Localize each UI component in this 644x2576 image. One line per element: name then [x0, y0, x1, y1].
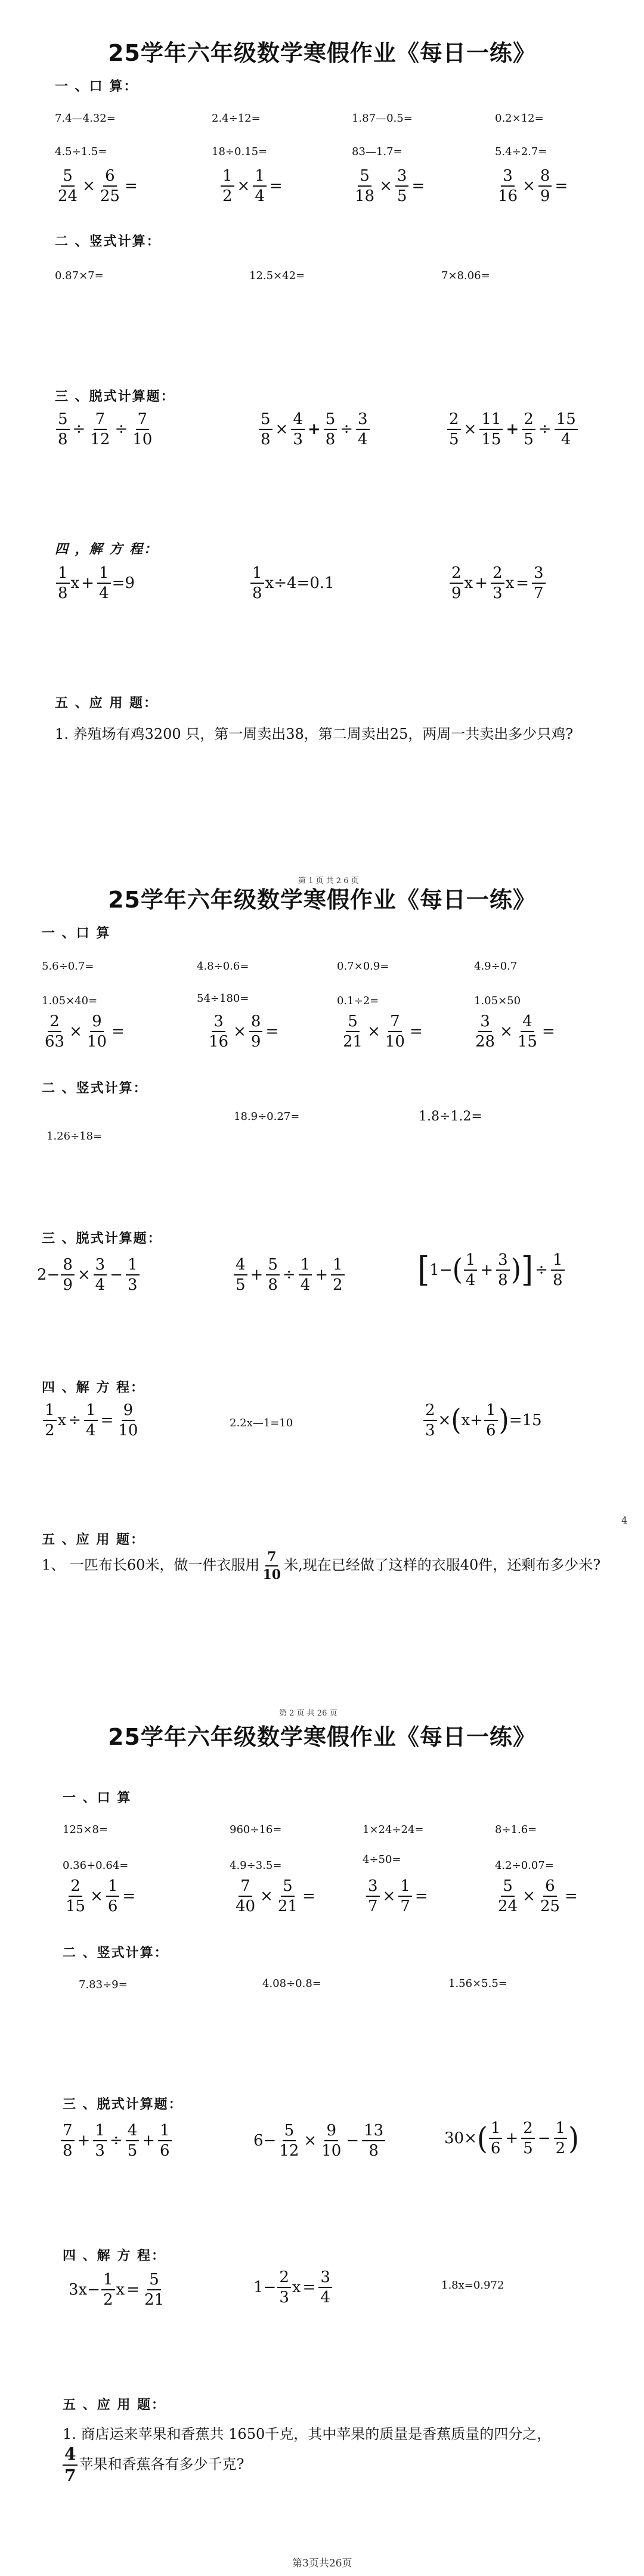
page3-title: 25学年六年级数学寒假作业《每日一练》 — [108, 1724, 536, 1750]
stepwise-expression: [ 1− ( 1 4 + $\frac{3}{8}$ ) ] ÷ $\frac{1}{8}$ — [417, 1252, 566, 1288]
oral-item: 54÷180= — [197, 992, 249, 1005]
oral-item: 1.05×40= — [42, 995, 98, 1007]
vertical-item: 4.08÷0.8= — [262, 1977, 321, 1990]
vertical-item: 0.87×7= — [55, 270, 104, 282]
equation: 2 9 x + $\frac{2}{3}$ x = $\frac{3}{7}$ — [448, 565, 547, 601]
oral-item: 1×24÷24= — [363, 1823, 424, 1836]
equation: 3x− $\frac{1}{2}$ x = $\frac{5}{21}$ — [69, 2271, 165, 2309]
fraction-product: $\frac{3}{16}$ × $\frac{8}{9}$ = — [498, 167, 568, 205]
vertical-item: 12.5×42= — [249, 270, 305, 282]
page1-section-vertical: 二 、竖式计算： — [55, 234, 161, 249]
oral-item: 125×8= — [63, 1823, 108, 1836]
fraction-product: $\frac{3}{7}$ × $\frac{1}{7}$ = — [365, 1878, 430, 1914]
page3-section-stepwise: 三 、脱式计算题： — [63, 2097, 183, 2112]
page2-section-application: 五 、应 用 题： — [42, 1532, 145, 1547]
oral-item: 1.05×50 — [474, 995, 521, 1007]
vertical-item: 1.56×5.5= — [448, 1977, 507, 1990]
fraction-product: $\frac{5}{21}$ × $\frac{7}{10}$ = — [343, 1013, 423, 1051]
page2-section-oral: 一 、口 算 — [42, 926, 111, 941]
oral-item: 5.6÷0.7= — [42, 960, 94, 973]
stepwise-expression: 7 8 + $\frac{1}{3}$ ÷ $\frac{4}{5}$ + $\frac{1}{6}$ — [60, 2123, 173, 2159]
page2-section-stepwise: 三 、脱式计算题： — [42, 1231, 162, 1246]
oral-item: 4.2÷0.07= — [495, 1859, 554, 1872]
page1-section-oral: 一 、口 算： — [55, 79, 138, 94]
page1-section-application: 五 、应 用 题： — [55, 696, 158, 711]
page1-title: 25学年六年级数学寒假作业《每日一练》 — [108, 40, 536, 66]
stepwise-expression: $\frac{5}{8}$ × $\frac{4}{3}$ + $\frac{5}{8}$ ÷ $\frac{3}{4}$ — [258, 411, 371, 447]
oral-item: 18÷0.15= — [212, 145, 268, 158]
page1-section-equation: 四 ，解 方 程： — [55, 542, 158, 557]
oral-item: 2.4÷12= — [212, 112, 261, 125]
application-problem: 1. 养殖场有鸡3200 只，第一周卖出38，第二周卖出25，两周一共卖出多少只鸡? — [55, 726, 574, 742]
stepwise-expression: $\frac{5}{8}$ ÷ $\frac{7}{12}$ ÷ $\frac{7}{10}$ — [55, 411, 155, 447]
equation: $\frac{2}{3}$ × ( x+ $\frac{1}{6}$ ) =15 — [422, 1402, 542, 1438]
equation: 1 8 x÷4=0.1 — [249, 565, 335, 601]
fraction-product: $\frac{5}{24}$ × $\frac{6}{25}$ = — [498, 1877, 578, 1915]
vertical-item: 1.8÷1.2= — [419, 1109, 482, 1124]
oral-item: 0.7×0.9= — [337, 960, 389, 973]
vertical-item: 7.83÷9= — [79, 1979, 128, 1991]
page3-section-oral: 一 、口 算 — [63, 1791, 132, 1806]
page-footer: 第3页共26页 — [292, 2558, 352, 2569]
fraction-product: $\frac{1}{2}$ × $\frac{1}{4}$ = — [219, 168, 284, 204]
page3-section-equation: 四 、解 方 程： — [63, 2249, 166, 2264]
fraction-product: $\frac{3}{16}$ × $\frac{8}{9}$ = — [209, 1013, 279, 1051]
stepwise-expression: 30× ( 1 6 + $\frac{2}{5}$ − $\frac{1}{2}$ ) — [444, 2119, 580, 2157]
oral-item: 83—1.7= — [352, 145, 402, 158]
page3-section-vertical: 二 、竖式计算： — [63, 1946, 169, 1961]
margin-number: 4 — [621, 1515, 628, 1526]
fraction-product: $\frac{5}{24}$ × $\frac{6}{25}$ = — [58, 167, 138, 205]
fraction-product: $\frac{2}{15}$ × $\frac{1}{6}$ = — [66, 1877, 136, 1915]
oral-item: 4.9÷0.7 — [474, 960, 518, 973]
page2-section-vertical: 二 、竖式计算： — [42, 1081, 148, 1096]
vertical-item: 1.26÷18= — [47, 1130, 103, 1143]
vertical-item: 18.9÷0.27= — [234, 1110, 300, 1123]
application-problem: 1. 商店运来苹果和香蕉共 1650千克，其中苹果的质量是香蕉质量的四分之， $\frac{4}{7}$ 苹果和香蕉各有多少千克? — [63, 2426, 552, 2485]
equation: 1 2 x ÷ $\frac{1}{4}$ = $\frac{9}{10}$ — [42, 1402, 141, 1438]
fraction-product: $\frac{2}{63}$ × $\frac{9}{10}$ = — [45, 1013, 125, 1051]
stepwise-expression: 6− $\frac{5}{12}$ × $\frac{9}{10}$ − $\frac{13}{8}$ — [253, 2123, 386, 2159]
oral-item: 4.9÷3.5= — [230, 1859, 282, 1872]
oral-item: 4.8÷0.6= — [197, 960, 249, 973]
page2-section-equation: 四 、解 方 程： — [42, 1380, 145, 1395]
equation: 1− $\frac{2}{3}$ x = $\frac{3}{4}$ — [253, 2270, 333, 2305]
oral-item: 4.5÷1.5= — [55, 145, 107, 158]
oral-item: 4÷50= — [363, 1853, 401, 1866]
oral-item: 0.2×12= — [495, 112, 544, 125]
oral-item: 7.4—4.32= — [55, 112, 116, 125]
application-problem: 1、 一匹布长60米，做一件衣服用 $\frac{7}{10}$ 米,现在已经做了这样的衣服40件，还剩布多少米? — [42, 1549, 601, 1583]
equation: 2.2x—1=10 — [230, 1417, 293, 1429]
page1-section-stepwise: 三 、脱式计算题： — [55, 389, 175, 404]
oral-item: 0.36+0.64= — [63, 1859, 129, 1872]
fraction-product: $\frac{5}{18}$ × $\frac{3}{5}$ = — [355, 167, 425, 205]
page3-section-application: 五 、应 用 题： — [63, 2398, 166, 2413]
fraction-product: $\frac{3}{28}$ × $\frac{4}{15}$ = — [475, 1013, 555, 1051]
stepwise-expression: 2− $\frac{8}{9}$ × $\frac{3}{4}$ − $\frac{1}{3}$ — [37, 1257, 141, 1293]
page-footer: 第 2 页 共 26 页 — [279, 1709, 338, 1718]
oral-item: 5.4÷2.7= — [495, 145, 547, 158]
oral-item: 0.1÷2= — [337, 995, 379, 1007]
equation: 1 8 x + $\frac{1}{4}$ =9 — [55, 565, 135, 601]
oral-item: 1.87—0.5= — [352, 112, 413, 125]
stepwise-expression: $\frac{2}{5}$ × $\frac{11}{15}$ + $\frac{2}{5}$ ÷ $\frac{15}{4}$ — [446, 411, 579, 447]
stepwise-expression: 4 5 + $\frac{5}{8}$ ÷ $\frac{1}{4}$ + $\frac{1}{2}$ — [233, 1257, 346, 1293]
fraction-product: $\frac{7}{40}$ × $\frac{5}{21}$ = — [236, 1877, 315, 1915]
oral-item: 8÷1.6= — [495, 1823, 537, 1836]
vertical-item: 7×8.06= — [441, 270, 490, 282]
oral-item: 960÷16= — [230, 1823, 282, 1836]
equation: 1.8x=0.972 — [441, 2279, 504, 2292]
page2-title: 25学年六年级数学寒假作业《每日一练》 — [108, 887, 536, 913]
page-footer: 第 1 页 共 2 6 页 — [298, 877, 359, 886]
